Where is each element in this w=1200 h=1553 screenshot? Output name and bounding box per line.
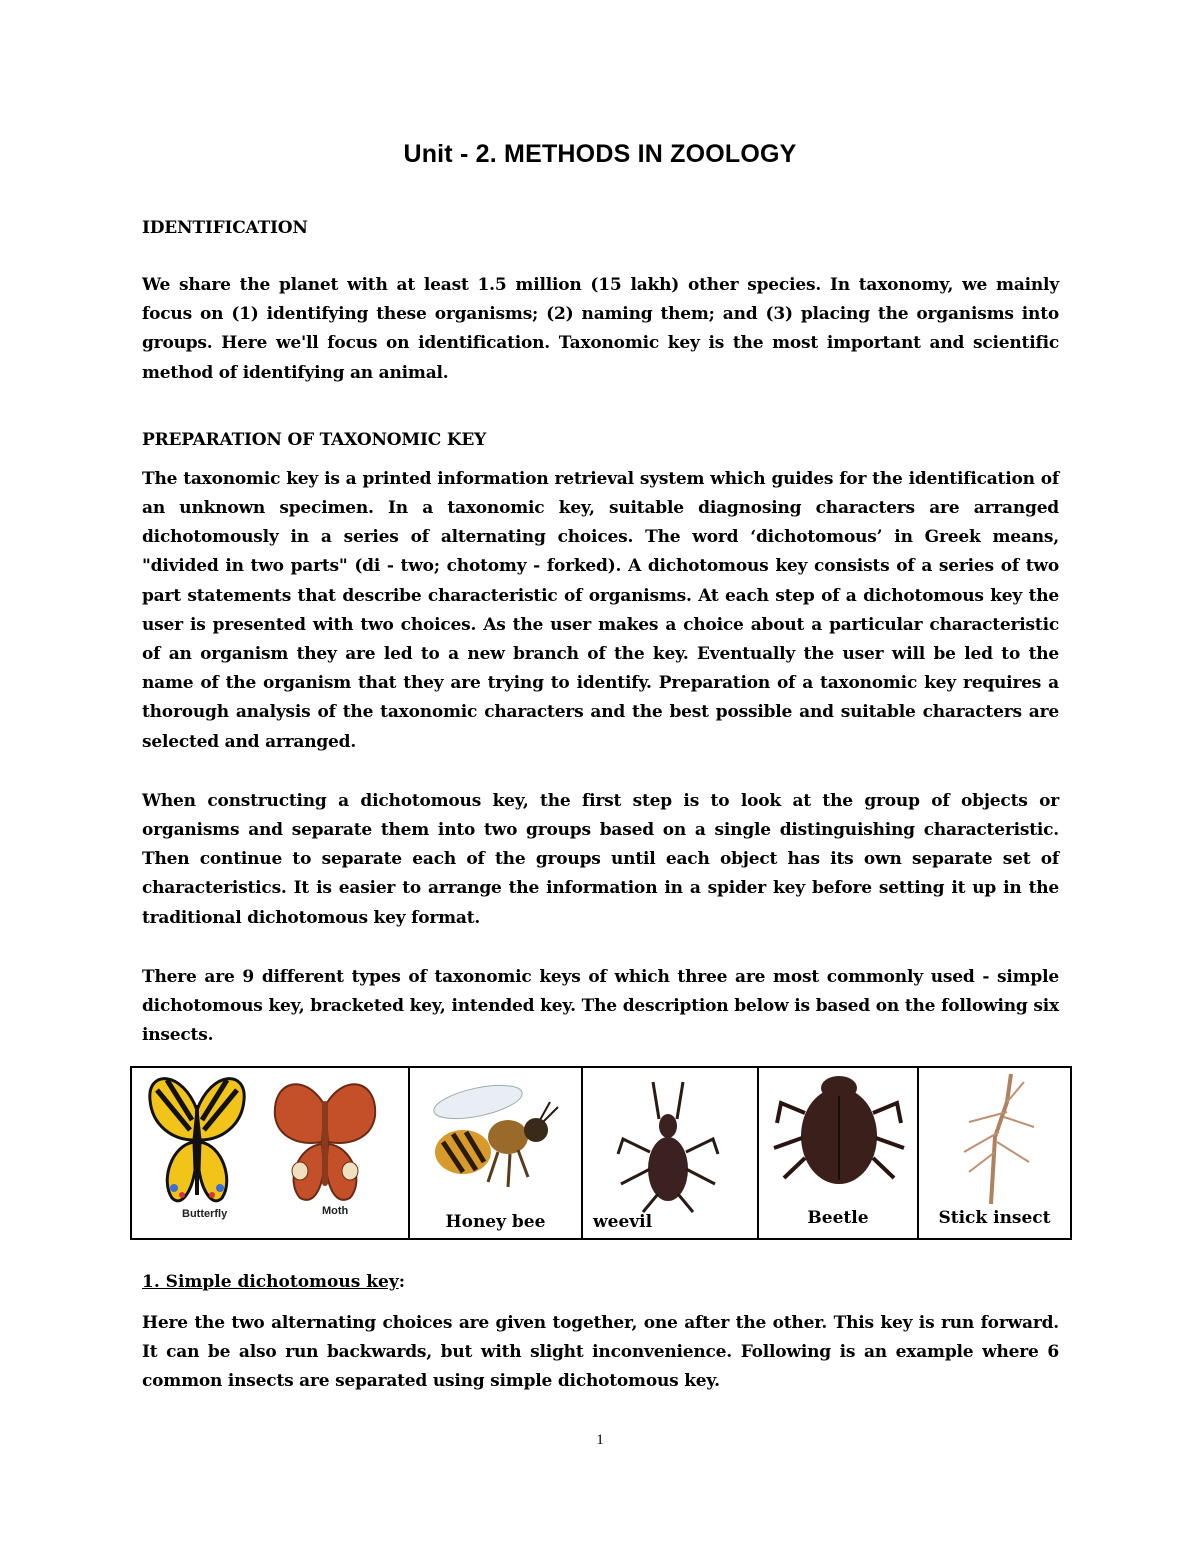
weevil-caption: weevil: [593, 1212, 653, 1232]
honey-bee-cell: [409, 1067, 582, 1239]
moth-image: [270, 1076, 380, 1206]
simple-key-heading-text: 1. Simple dichotomous key: [142, 1272, 399, 1292]
stick-insect-cell: [918, 1067, 1071, 1239]
page-number: 1: [596, 1432, 604, 1448]
honey-bee-caption: Honey bee: [445, 1212, 546, 1232]
insect-images-table: [130, 1066, 1072, 1240]
honey-bee-image: [418, 1082, 568, 1202]
stick-insect-image: [949, 1072, 1049, 1207]
butterfly-label: Butterfly: [182, 1208, 228, 1220]
simple-key-heading-colon: :: [398, 1272, 405, 1292]
beetle-cell: [758, 1067, 918, 1239]
body-content: [142, 214, 1059, 1050]
weevil-cell: [582, 1067, 758, 1239]
butterfly-moth-cell: [131, 1067, 409, 1239]
simple-key-paragraph: Here the two alternating choices are given together, one after the other. This key is run forward. It can be also run backwards, but with slight inconvenience. Following is an example where 6 common insects are separated using simple dichotomous key.: [142, 1313, 1059, 1392]
butterfly-image: [142, 1070, 252, 1210]
preparation-paragraph-2: When constructing a dichotomous key, the first step is to look at the group of objects or organisms and separate them into two groups based on a single distinguishing characteristic. Then continue to separate each of the groups until each object has its own separate set of characteristics. It is easier to arrange the information in a spider key before setting it up in the traditional dichotomous key format.: [142, 790, 1059, 928]
identification-paragraph: We share the planet with at least 1.5 million (15 lakh) other species. In taxonomy, we mainly focus on (1) identifying these organisms; (2) naming them; and (3) placing the organisms into groups. Here we'll focus on identification. Taxonomic key is the most important and scientific method of identifying an animal.: [142, 275, 1059, 383]
preparation-heading: PREPARATION OF TAXONOMIC KEY: [142, 429, 487, 450]
simple-key-heading: [142, 1268, 1059, 1297]
weevil-image: [603, 1074, 733, 1214]
preparation-paragraph-1: The taxonomic key is a printed information retrieval system which guides for the identification of an unknown specimen. In a taxonomic key, suitable diagnosing characters are arranged dichotomously in a series of alternating choices. The word ‘dichotomous’ in Greek means, "divided in two parts" (di - two; chotomy - forked). A dichotomous key consists of a series of two part statements that describe characteristic of organisms. At each step of a dichotomous key the user is presented with two choices. As the user makes a choice about a particular characteristic of an organism they are led to a new branch of the key. Eventually the user will be led to the name of the organism that they are trying to identify. Preparation of a taxonomic key requires a thorough analysis of the taxonomic characters and the best possible and suitable characters are selected and arranged.: [142, 468, 1059, 752]
simple-key-section: [142, 1268, 1059, 1397]
beetle-image: [769, 1068, 909, 1188]
moth-label: Moth: [322, 1205, 349, 1217]
page-title: Unit - 2. METHODS IN ZOOLOGY: [403, 140, 797, 168]
identification-heading: IDENTIFICATION: [142, 218, 308, 238]
stick-insect-caption: Stick insect: [938, 1208, 1051, 1228]
preparation-paragraph-3: There are 9 different types of taxonomic keys of which three are most commonly used - simple dichotomous key, bracketed key, intended key. The description below is based on the following six insects.: [142, 966, 1059, 1046]
beetle-caption: Beetle: [807, 1208, 869, 1228]
